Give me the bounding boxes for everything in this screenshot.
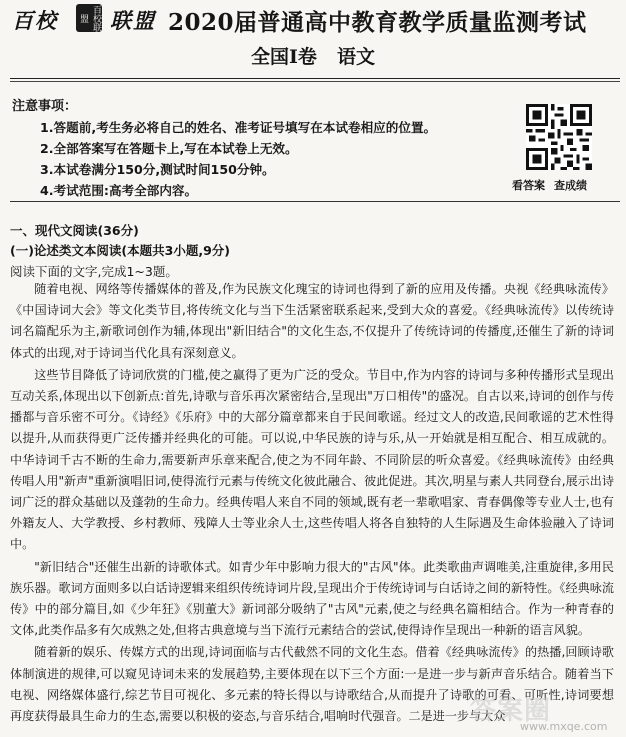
notice-heading: 注意事项： [12, 99, 78, 114]
passage-paragraph: "新旧结合"还催生出新的诗歌体式。如青少年中影响力很大的"古风"体。此类歌曲声调唯美,注重旋律,多用民族乐器。歌词方面则多以白话诗逻辑来组织传统诗词片段,呈现出介于传统诗词与白话诗之间的新特性。《经典咏流传》中的部分篇目,如《少年狂》《别董大》新词部分吸纳了"古风"元素,使之与经典名篇相结合。作为一种青春的文体,此类作品多有欠成熟之处,但将古典意境与当下流行元素结合的尝试,使得诗作呈现出一种新的语言风貌。 [10, 559, 614, 638]
check-scores-link[interactable]: 查成绩 [554, 179, 587, 192]
notice-list [40, 117, 510, 201]
qr-caption [512, 177, 622, 193]
header-rule-thin [10, 81, 620, 82]
paper-subject: 语文 [336, 46, 375, 68]
passage-paragraph: 随着新的娱乐、传媒方式的出现,诗词面临与古代截然不同的文化生态。借着《经典咏流传》的热播,回顾诗歌体制演进的规律,可以窥见诗词未来的发展趋势,主要体现在以下三个方面:一是进一步与新声音乐结合。随着当下电视、网络媒体盛行,综艺节目可视化、多元素的特长得以与诗歌结合,从而提升了诗歌的可看、可听性,诗词要想再度获得最具生命力的生态,需要以积极的姿态,与音乐结合,唱响时代强音。二是进一步与大众 [10, 645, 614, 724]
paper-region: 全国Ⅰ卷 [251, 46, 317, 68]
notice-item: 4.考试范围:高考全部内容。 [40, 183, 198, 198]
header-rule-thick [10, 78, 620, 79]
watermark-url: www.mxqe.com [520, 720, 608, 733]
view-answers-link[interactable]: 看答案 [512, 179, 545, 192]
brand-name-part1: 百校 [12, 8, 58, 33]
passage-paragraph: 这些节目降低了诗词欣赏的门槛,使之赢得了更为广泛的受众。节目中,作为内容的诗词与多种传播形式呈现出互动关系,体现出以下创新点:首先,诗歌与音乐再次紧密结合,呈现出"万口相传"的盛况。自古以来,诗词的创作与传播都与音乐密不可分。《诗经》《乐府》中的大部分篇章都来自于民间歌谣。经过文人的改造,民间歌谣的艺术性得以提升,从而获得更广泛传播并经典化的可能。可以说,中华民族的诗与乐,从一开始就是相互配合、相互成就的。中华诗词千古不断的生命力,需要新声乐章来配合,使之为不同年龄、不同阶层的听众喜爱。《经典咏流传》由经典传唱人用"新声"重新演唱旧词,使得流行元素与传统文化彼此融合、彼此促进。其次,明星与素人共同登台,展示出诗词广泛的群众基础以及蓬勃的生命力。经典传唱人来自不同的领域,既有老一辈歌唱家、青春偶像等专业人士,也有外籍友人、大学教授、乡村教师、残障人士等业余人士,这些传唱人将各自独特的人生际遇及生命体验融入了诗词中。 [10, 367, 614, 552]
reading-passage [10, 279, 614, 727]
subsection-heading: (一)论述类文本阅读(本题共3小题,9分) [10, 243, 230, 258]
watermark-logo: 答案圈 [470, 696, 552, 726]
exam-title: 2020届普通高中教育教学质量监测考试 [168, 9, 587, 36]
exam-header [0, 4, 626, 34]
notice-item: 3.本试卷满分150分,测试时间150分钟。 [40, 162, 275, 177]
section-divider [10, 201, 620, 202]
reading-instruction: 阅读下面的文字,完成1~3题。 [10, 264, 178, 279]
paper-subtitle [0, 42, 626, 69]
passage-paragraph: 随着电视、网络等传播媒体的普及,作为民族文化瑰宝的诗词也得到了新的应用及传播。央视《经典咏流传》《中国诗词大会》等文化类节目,将传统文化与当下生活紧密联系起来,受到大众的喜爱。《经典咏流传》以传统诗词名篇配乐为主,新歌词创作为辅,体现出"新旧结合"的文化生态,不仅提升了传统诗词的传播度,还催生了新的诗词体式的出现,对于诗词当代化具有深刻意义。 [10, 282, 614, 360]
qr-code-icon[interactable] [526, 104, 592, 170]
brand-name-part2: 联盟 [110, 8, 156, 33]
brand-seal-logo: 百校联盟 [78, 4, 101, 32]
notice-item: 2.全部答案写在答题卡上,写在本试卷上无效。 [40, 141, 298, 156]
notice-item: 1.答题前,考生务必将自己的姓名、准考证号填写在本试卷相应的位置。 [40, 120, 437, 135]
section-heading: 一、现代文阅读(36分) [10, 223, 139, 238]
